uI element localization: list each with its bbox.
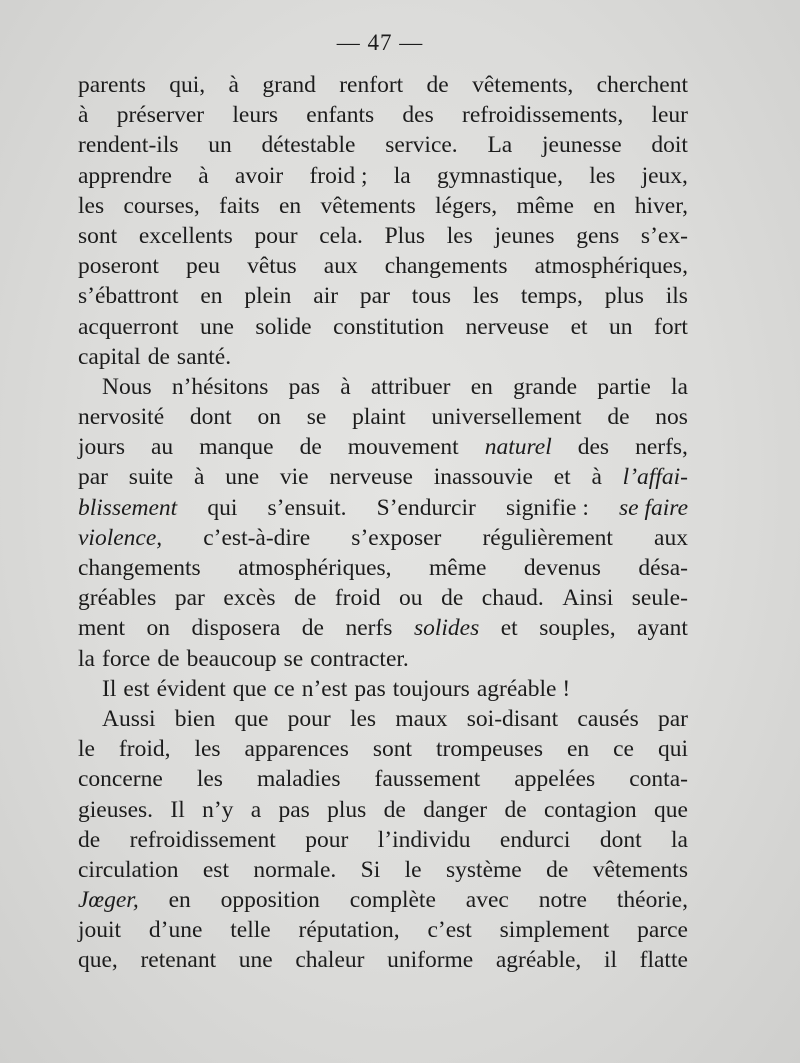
word: souples, bbox=[539, 615, 616, 642]
text-line bbox=[78, 674, 688, 704]
word: et bbox=[570, 313, 588, 340]
word: seule- bbox=[631, 585, 688, 612]
word: il bbox=[603, 947, 617, 974]
word: excellents bbox=[138, 222, 233, 249]
word: vêtements bbox=[592, 856, 688, 883]
word: faussement bbox=[374, 766, 481, 793]
word: universellement bbox=[431, 404, 582, 431]
word: en bbox=[168, 887, 191, 914]
word: n’hésitons bbox=[171, 373, 269, 400]
word: un bbox=[609, 313, 633, 340]
word: de bbox=[301, 615, 324, 642]
word: circulation bbox=[78, 856, 179, 883]
word: pas bbox=[288, 373, 320, 400]
word: les bbox=[589, 162, 616, 189]
word: causés bbox=[577, 705, 639, 732]
word: théorie, bbox=[616, 887, 688, 914]
word: devenus bbox=[523, 555, 601, 581]
word: cherchent bbox=[596, 72, 688, 98]
word: de bbox=[299, 434, 322, 461]
word: plus bbox=[327, 796, 367, 823]
word: ils bbox=[665, 283, 688, 310]
word: flatte bbox=[639, 947, 688, 974]
text-line bbox=[78, 764, 688, 794]
word: et bbox=[553, 464, 571, 491]
word: conta- bbox=[629, 766, 688, 793]
word: uniforme bbox=[387, 947, 474, 974]
word: telle bbox=[230, 917, 271, 944]
word: endurci bbox=[499, 826, 571, 853]
word: complète bbox=[349, 887, 436, 914]
word: santé. bbox=[176, 343, 232, 370]
word: vêtements bbox=[320, 192, 416, 219]
word: évident bbox=[156, 675, 226, 702]
word: ou bbox=[399, 585, 423, 612]
word: nerveuse bbox=[329, 464, 413, 491]
word: Jœger, bbox=[78, 887, 139, 914]
word: s’exposer bbox=[351, 524, 442, 551]
word: avoir bbox=[234, 162, 284, 189]
word: opposition bbox=[220, 887, 320, 914]
word: les bbox=[349, 705, 377, 732]
text-line bbox=[78, 432, 688, 462]
word: pour bbox=[305, 826, 349, 853]
word: les bbox=[196, 766, 223, 793]
word: la bbox=[393, 162, 411, 189]
word: en bbox=[593, 192, 616, 219]
word: chaud. bbox=[481, 585, 544, 612]
word: nerveuse bbox=[465, 313, 550, 340]
word: enfants bbox=[306, 102, 375, 129]
text-line bbox=[78, 825, 688, 855]
word: n’y bbox=[202, 796, 234, 823]
word: de bbox=[78, 826, 101, 853]
word: détestable bbox=[261, 132, 356, 159]
text-line bbox=[78, 523, 688, 553]
word: des bbox=[402, 102, 434, 129]
word: avec bbox=[465, 887, 509, 914]
word: nerfs bbox=[345, 615, 393, 642]
word: hiver, bbox=[634, 192, 688, 219]
word: parents bbox=[78, 72, 146, 98]
word: même bbox=[429, 555, 487, 581]
word: maladies bbox=[256, 766, 341, 793]
text-line bbox=[78, 462, 688, 492]
word: force bbox=[102, 645, 151, 672]
text-line bbox=[78, 251, 688, 281]
text-line bbox=[78, 342, 688, 372]
word: danger bbox=[423, 796, 488, 823]
word: gens bbox=[576, 222, 620, 249]
word: jeux, bbox=[641, 162, 688, 189]
word: soi-disant bbox=[466, 705, 559, 732]
word: pour bbox=[254, 222, 298, 249]
word: la bbox=[78, 645, 95, 672]
text-line bbox=[78, 613, 688, 643]
word: par bbox=[174, 585, 205, 612]
text-line bbox=[78, 704, 688, 734]
word: cela. bbox=[319, 222, 363, 249]
word: l’affai- bbox=[622, 464, 688, 491]
word: acquerront bbox=[78, 313, 179, 340]
word: régulièrement bbox=[482, 524, 613, 551]
word: qui, bbox=[169, 72, 206, 98]
word: doit bbox=[651, 132, 688, 159]
text-line bbox=[78, 191, 688, 221]
word: refroidissements, bbox=[462, 102, 624, 129]
word: par bbox=[78, 464, 109, 491]
word: système bbox=[446, 856, 522, 883]
body-text bbox=[78, 70, 688, 976]
word: Aussi bbox=[102, 705, 156, 732]
word: nos bbox=[655, 404, 688, 431]
word: ce bbox=[273, 675, 295, 702]
word: s’ébattront bbox=[78, 283, 179, 310]
word: de bbox=[546, 856, 569, 883]
word: à bbox=[591, 464, 602, 491]
word: ayant bbox=[637, 615, 688, 642]
word: vêtements, bbox=[472, 72, 574, 98]
word: désa- bbox=[638, 555, 688, 581]
text-line bbox=[78, 945, 688, 975]
word: de bbox=[607, 404, 630, 431]
page-number: — 47 — bbox=[336, 30, 424, 55]
word: la bbox=[670, 373, 688, 400]
word: vie bbox=[279, 464, 309, 491]
word: plein bbox=[244, 283, 292, 310]
word: atmosphériques, bbox=[238, 555, 392, 581]
word: notre bbox=[538, 887, 587, 914]
word: appelées bbox=[514, 766, 596, 793]
word: chaleur bbox=[295, 947, 365, 974]
word: refroidissement bbox=[129, 826, 276, 853]
word: de bbox=[157, 645, 180, 672]
word: Il bbox=[102, 675, 117, 702]
word: à bbox=[193, 464, 205, 491]
word: n’est bbox=[301, 675, 348, 702]
text-line bbox=[78, 70, 688, 100]
word: est bbox=[202, 856, 229, 883]
word: que, bbox=[78, 947, 118, 974]
word: à bbox=[228, 72, 239, 98]
word: disposera bbox=[191, 615, 281, 642]
word: bien bbox=[174, 705, 216, 732]
word: une bbox=[238, 947, 273, 974]
text-line bbox=[78, 885, 688, 915]
word: jeunes bbox=[494, 222, 555, 249]
word: simplement bbox=[499, 917, 610, 944]
word: faits bbox=[219, 192, 260, 219]
word: courses, bbox=[123, 192, 200, 219]
word: s’ensuit. bbox=[267, 494, 347, 521]
word: renfort bbox=[339, 72, 404, 98]
text-line bbox=[78, 161, 688, 191]
word: que bbox=[234, 705, 269, 732]
text-line bbox=[78, 281, 688, 311]
word: froid, bbox=[118, 736, 171, 763]
word: solide bbox=[255, 313, 312, 340]
word: pas bbox=[278, 796, 310, 823]
word: maux bbox=[395, 705, 448, 732]
word: des bbox=[577, 434, 610, 461]
text-line bbox=[78, 493, 688, 523]
word: de bbox=[504, 796, 527, 823]
text-line bbox=[78, 221, 688, 251]
word: gieuses. bbox=[78, 796, 154, 823]
word: est bbox=[123, 675, 150, 702]
word: nervosité bbox=[78, 404, 165, 431]
word: préserver bbox=[116, 102, 205, 129]
word: la bbox=[671, 826, 688, 853]
word: plaint bbox=[352, 404, 406, 431]
word: dont bbox=[599, 826, 642, 853]
word: peu bbox=[186, 253, 220, 280]
word: aux bbox=[323, 253, 358, 280]
word: froid bbox=[334, 585, 381, 612]
word: de bbox=[147, 343, 170, 370]
word: à bbox=[198, 162, 209, 189]
word: parce bbox=[637, 917, 688, 944]
word: même bbox=[516, 192, 574, 219]
word: agréable, bbox=[495, 947, 582, 974]
word: Il bbox=[170, 796, 185, 823]
word: apprendre bbox=[78, 162, 172, 189]
word: et bbox=[500, 615, 518, 642]
word: sont bbox=[78, 222, 118, 249]
word: excès bbox=[223, 585, 276, 612]
word: de bbox=[426, 72, 449, 98]
text-line bbox=[78, 100, 688, 130]
word: Si bbox=[360, 856, 381, 883]
text-line bbox=[78, 644, 688, 674]
word: un bbox=[208, 132, 232, 159]
word: pas bbox=[354, 675, 386, 702]
word: réputation, bbox=[298, 917, 400, 944]
word: fort bbox=[654, 313, 688, 340]
word: Nous bbox=[102, 373, 152, 400]
word: sont bbox=[372, 736, 413, 763]
word: partie bbox=[597, 373, 651, 400]
word: les bbox=[446, 222, 473, 249]
word: une bbox=[225, 464, 260, 491]
word: service. bbox=[385, 132, 458, 159]
word: l’individu bbox=[377, 826, 471, 853]
word: nerfs, bbox=[635, 434, 688, 461]
word: suite bbox=[128, 464, 174, 491]
word: atmosphériques, bbox=[534, 253, 688, 280]
word: retenant bbox=[140, 947, 217, 974]
word: changements bbox=[78, 555, 201, 581]
word: s’ex- bbox=[640, 222, 688, 249]
word: poseront bbox=[78, 253, 159, 280]
word: solides bbox=[413, 615, 480, 642]
word: au bbox=[151, 434, 174, 461]
word: contagion bbox=[543, 796, 637, 823]
word: les bbox=[78, 192, 105, 219]
word: contracter. bbox=[310, 645, 409, 672]
word: c’est bbox=[427, 917, 472, 944]
word: mouvement bbox=[347, 434, 459, 461]
word: que bbox=[232, 675, 267, 702]
word: à bbox=[78, 102, 89, 129]
text-line bbox=[78, 402, 688, 432]
word: on bbox=[257, 404, 281, 431]
word: dont bbox=[189, 404, 232, 431]
text-line bbox=[78, 130, 688, 160]
word: beaucoup bbox=[186, 645, 277, 672]
word: se bbox=[306, 404, 327, 431]
word: temps, bbox=[520, 283, 583, 310]
word: aux bbox=[654, 524, 688, 551]
word: trompeuses bbox=[435, 736, 544, 763]
word: en bbox=[566, 736, 590, 763]
word: le bbox=[404, 856, 422, 883]
word: concerne bbox=[78, 766, 163, 793]
word: grande bbox=[513, 373, 578, 400]
word: normale. bbox=[253, 856, 337, 883]
word: légers, bbox=[435, 192, 498, 219]
word: gréables bbox=[78, 585, 157, 612]
text-line bbox=[78, 372, 688, 402]
word: manque bbox=[199, 434, 274, 461]
word: signifie : bbox=[505, 494, 589, 521]
text-line bbox=[78, 734, 688, 764]
word: tous bbox=[411, 283, 451, 310]
word: une bbox=[199, 313, 234, 340]
word: apparences bbox=[244, 736, 349, 763]
word: que bbox=[653, 796, 688, 823]
word: de bbox=[294, 585, 317, 612]
word: se bbox=[283, 645, 304, 672]
word: leurs bbox=[232, 102, 279, 129]
word: d’une bbox=[148, 917, 203, 944]
word: les bbox=[472, 283, 499, 310]
word: jouit bbox=[78, 917, 122, 944]
word: Ainsi bbox=[562, 585, 614, 612]
word: en bbox=[200, 283, 223, 310]
word: le bbox=[78, 736, 95, 763]
word: S’endurcir bbox=[376, 494, 476, 521]
word: ment bbox=[78, 615, 125, 642]
word: c’est-à-dire bbox=[203, 524, 311, 551]
word: grand bbox=[262, 72, 316, 98]
word: les bbox=[194, 736, 221, 763]
text-line bbox=[78, 312, 688, 342]
word: attribuer bbox=[370, 373, 451, 400]
word: leur bbox=[651, 102, 688, 129]
word: capital bbox=[78, 343, 141, 370]
text-line bbox=[78, 795, 688, 825]
word: en bbox=[278, 192, 302, 219]
word: violence, bbox=[78, 524, 163, 551]
word: de bbox=[441, 585, 464, 612]
word: jours bbox=[78, 434, 125, 461]
word: Plus bbox=[384, 222, 426, 249]
word: plus bbox=[604, 283, 644, 310]
text-line bbox=[78, 915, 688, 945]
word: qui bbox=[657, 736, 688, 763]
word: changements bbox=[384, 253, 508, 280]
word: par bbox=[359, 283, 390, 310]
word: pour bbox=[287, 705, 331, 732]
word: inassouvie bbox=[433, 464, 533, 491]
text-line bbox=[78, 855, 688, 885]
word: on bbox=[146, 615, 170, 642]
word: agréable ! bbox=[476, 675, 571, 702]
word: gymnastique, bbox=[437, 162, 563, 189]
word: blissement bbox=[78, 494, 178, 521]
word: à bbox=[340, 373, 351, 400]
word: vêtus bbox=[247, 253, 297, 280]
word: en bbox=[470, 373, 493, 400]
text-line bbox=[78, 583, 688, 613]
word: La bbox=[487, 132, 513, 159]
word: a bbox=[250, 796, 262, 823]
word: naturel bbox=[484, 434, 552, 461]
word: froid ; bbox=[309, 162, 368, 189]
word: ce bbox=[613, 736, 634, 763]
word: rendent-ils bbox=[78, 132, 179, 159]
word: par bbox=[657, 705, 688, 732]
word: jeunesse bbox=[542, 132, 622, 159]
word: air bbox=[313, 283, 339, 310]
word: qui bbox=[207, 494, 238, 521]
word: se faire bbox=[619, 494, 688, 521]
word: de bbox=[383, 796, 406, 823]
text-line bbox=[78, 553, 688, 583]
word: constitution bbox=[333, 313, 445, 340]
word: toujours bbox=[392, 675, 470, 702]
